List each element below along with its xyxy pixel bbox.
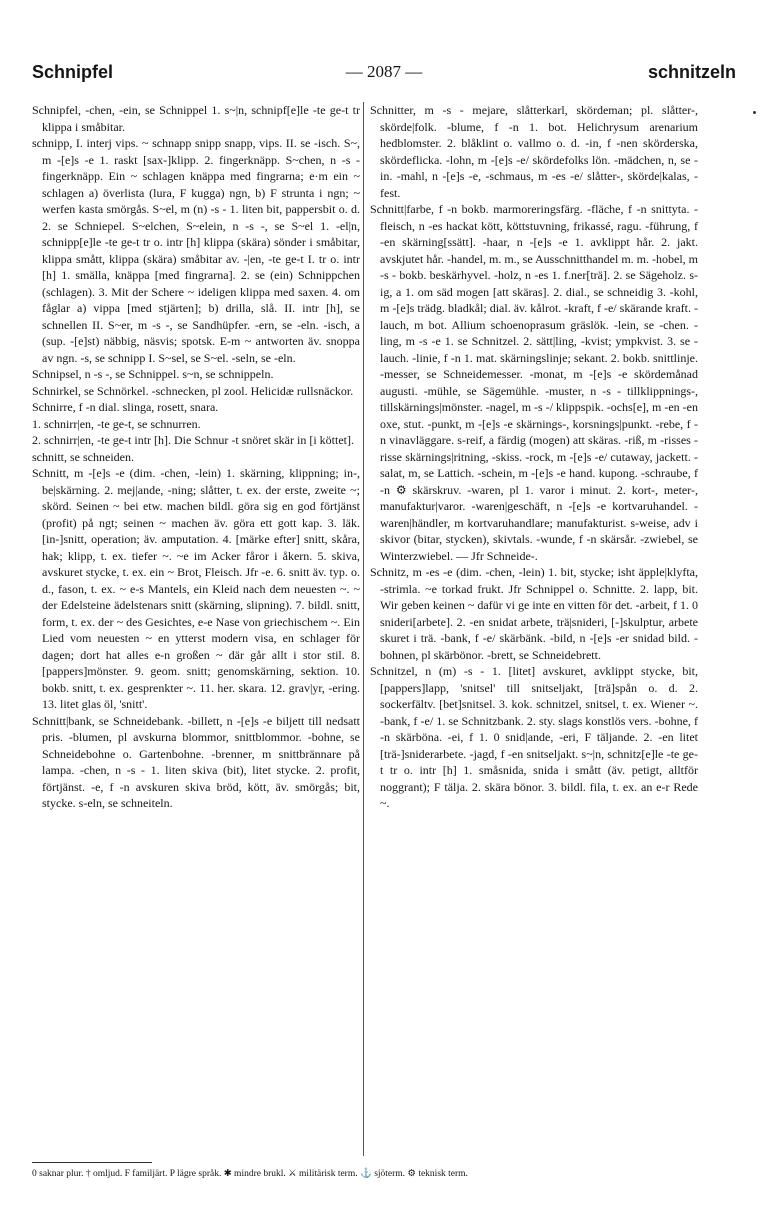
dictionary-entry: Schnitt|bank, se Schneidebank. -billett, n -[e]s -e biljett till nedsatt pris. -blumen, pl avskurna blommor, snittblommor. -bohne, se Schneidebohne o. Gartenbohne. -brenner, m snittbrännare på lampa. -chen, n -s - 1. liten skiva (bit), litet stycke. 2. profit, förtjänst. -e, f -n avskuren skiva bröd, kött, äv. smörgås; bit, stycke. s-eln, se schneiteln. [32, 713, 360, 810]
page-number: — 2087 — [345, 62, 423, 81]
dictionary-entry: schnipp, I. interj vips. ~ schnapp snipp snapp, vips. II. se -isch. S~, m -[e]s -e 1. raskt [sax-]klipp. 2. fingerknäpp. S~chen, n -s - fingerknäpp. Ein ~ schlagen knäppa med fingrarna; e·m ein ~ schlagen a) överlista (lura, F kugga) ngn, b) F strunta i ngn; ~ werfen kasta smörgås. S~el, m (n) -s - 1. liten bit, pappersbit o. d. 2. se Schniepel. S~elchen, S~elein, n -s -, se S~el 1. -el|n, schnipp[e]le -te ge-t tr o. intr [h] klippa (skära) sönder i småbitar, klippa smått, klippa (skära) småbitar av. -|en, -te ge-t I. tr o. intr [h] 1. smälla, knäppa [med fingrarna]. 2. se (ein) Schnippchen (schlagen). 3. Mit der Schere ~ ideligen klippa med saxen. 4. om fåglar a) vippa [med stjärten]; b) drilla, slå. II. intr [h], se schnellen II. S~er, m -s -, se Sandhüpfer. -ern, se -eln. -isch, a (sup. -[e]st) näbbig, näsvis; spotsk. E-m ~ antworten äv. snoppa av ngn. -s, se schnipp I. S~sel, se S~el. -seln, se -eln. [32, 136, 360, 365]
dictionary-entry: Schnitz, m -es -e (dim. -chen, -lein) 1. bit, stycke; isht äpple|klyfta, -strimla. ~e torkad frukt. Jfr Schnippel o. Schnitte. 2. lapp, bit. Wir geben keinen ~ dafür vi ge inte en vitten för det. -arbeit, f 1. 0 snideri[arbete]. 2. -en snidat arbete, trä|snideri, [-]skulptur, arbete skuret i trä. -bank, f -e/ skärbänk. -bild, n -[e]s -er snidad bild. -bohnen, pl skärbönor. -brett, se Schneidebrett. [370, 565, 698, 662]
right-running-headword: schnitzeln [647, 62, 736, 82]
dictionary-entry: Schnirkel, se Schnörkel. -schnecken, pl zool. Helicidæ rullsnäckor. [32, 383, 354, 398]
right-column [370, 102, 698, 1198]
dictionary-entry: Schnitt|farbe, f -n bokb. marmoreringsfärg. -fläche, f -n snittyta. -fleisch, n -es hackat kött, köttstuvning, frikassé, ragu. -führung, f -en skärning[ssätt]. -haar, n -[e]s -e 1. avklippt hår. 2. jakt. avskjutet hår. -handel, m. m., se Ausschnitthandel m. m. -hobel, m -s - bokb. beskärhyvel. -holz, n -es 1. f.ner[trä]. 2. se Sägeholz. s-ig, a 1. om säd mogen [att skäras]. 2. dial., se schneidig 3. -kohl, m -[e]s trädg. bladkål; dial. äv. kålrot. -kraft, f -e/ skärande kraft. -lauch, m bot. Allium schoenoprasum gräslök. -lein, se -chen. -ling, m -s -e 1. se Schnitzel. 2. sätt|ling, -kvist; ympkvist. 3. se -lauch. -linie, f -n 1. mat. skärningslinje; sekant. 2. bokb. snittlinje. -messer, se Schneidemesser. -monat, m -[e]s -e skördemånad augusti. -mühle, se Sägemühle. -muster, n -s - tillklippnings-, tillskärnings|mönster. -nagel, m -s -/ klippspik. -ochs[e], m -en -en oxe, stut. -punkt, m -[e]s -e skärnings-, korsnings|punkt. -rebe, f -n vinavläggare. s-reif, a färdig (mogen) att skäras. -riß, m -risses -risse skärnings|ritning, -skiss. -rock, m -[e]s -e/ cutaway, jackett. -salat, m, se Lattich. -schein, m -[e]s -e hand. kupong. -schraube, f -n ⚙ skärskruv. -waren, pl 1. varor i minut. 2. kort-, meter-, manufaktur|varor. -waren|geschäft, n -[e]s -e kortvaruhandel. -waren|händler, m kortvaruhandlare; manufakturist. s-weise, adv i skivor (bitar, stycken), skivtals. -wunde, f -n skärsår. -zwiebel, se Winterzwiebel. — Jfr Schneide-. [370, 202, 698, 563]
left-running-headword: Schnipfel [32, 62, 114, 82]
column-divider [363, 102, 364, 1156]
dictionary-entry: Schnitzel, n (m) -s - 1. [litet] avskuret, avklippt stycke, bit, [pappers]lapp, 'snitsel' till snitseljakt, [trä]spån o. d. 2. sockerfältv. [bet]snitsel. 3. kok. schnitzel, snitsel, t. ex. Wiener ~. -bank, f -e/ 1. se Schnitzbank. 2. sty. slags konstlös vers. -bohne, f -n skärböna. -ei, f 1. 0 snid|ande, -eri, F täljande. 2. -en litet [trä-]sniderarbete. -jagd, f -en snitseljakt. s~|n, schnitz[e]le -te ge-t tr o. intr [h] 1. småsnida, snida i smått (äv. petigt, alltför noggrant); F tälja. 2. skära bönor. 3. bildl. fila, t. ex. an e-r Rede ~. [370, 664, 698, 810]
dictionary-entry: Schnirre, f -n dial. slinga, rosett, snara. [32, 400, 219, 414]
footer-rule [32, 1162, 152, 1163]
left-column [32, 102, 360, 1198]
dictionary-entry: Schnitter, m -s - mejare, slåtterkarl, skördeman; pl. slåtter-, skörde|folk. -blume, f -n 1. bot. Helichrysum arenarium hedblomster. 2. blåklint o. vallmo o. d. -in, f -nen skörderska, skördeflicka. -lohn, m -[e]s -e/ skördefolks lön. -mädchen, n, se -in. -mahl, n -[e]s -e, -schmaus, m -es -e/ slåtter-, skörde|kalas, -fest. [370, 103, 698, 200]
abbreviation-legend: 0 saknar plur. † omljud. F familjärt. P lägre språk. ✱ mindre brukl. ⚔ militärisk term. ⚓ sjöterm. ⚙ teknisk term. [32, 1169, 468, 1179]
dictionary-entry: 2. schnirr|en, -te ge-t intr [h]. Die Schnur -t snöret skär in [i köttet]. [32, 433, 354, 447]
margin-dot [753, 111, 756, 114]
dictionary-entry: schnitt, se schneiden. [32, 449, 134, 464]
dictionary-entry: Schnitt, m -[e]s -e (dim. -chen, -lein) 1. skärning, klippning; in-, be|skärning. 2. mej|ande, -ning; slåtter, t. ex. der erste, zweite ~; skörd. Seinen ~ bei etw. machen bildl. göra sig en god förtjänst (profit) på ngt; seinen ~ machen äv. göra ett gott kap. 3. läk. [in-]snitt, operation; äv. amputation. 4. [märke efter] snitt, skåra, hak; klipp, t. ex. tiefer ~. ~e im Acker fåror i åkern. 5. skiva, avskuret stycke, t. ex. ein ~ Brot, Fleisch. Jfr -e. 6. snitt äv. typ. o. d., fason, t. ex. ~ e-s Mantels, ein Kleid nach dem neuesten ~. ~ der Edelsteine ädelstenars snitt (skärning, slipning). 7. bildl. snitt, form, t. ex. der ~ des Gesichtes, e-e Nase von griechischem ~. Ein Lied vom neuesten ~ en ytterst modern visa, en schlager för dagen; dort hat alles e-n großen ~ där går allt i stor stil. 8. [pappers]mönster. 9. geom. snitt; genomskärning, sektion. 10. bokb. snitt, t. ex. gesprenkter ~. 11. her. skara. 12. grav|yr, -ering. 13. litet glas öl, 'snitt'. [32, 466, 360, 711]
dictionary-entry: Schnipsel, n -s -, se Schnippel. s~n, se schnippeln. [32, 367, 274, 381]
dictionary-entry: Schnipfel, -chen, -ein, se Schnippel 1. s~|n, schnipf[e]le -te ge-t tr klippa i småbitar. [32, 103, 360, 134]
page-header [32, 62, 736, 88]
dictionary-entry: 1. schnirr|en, -te ge-t, se schnurren. [32, 416, 201, 431]
